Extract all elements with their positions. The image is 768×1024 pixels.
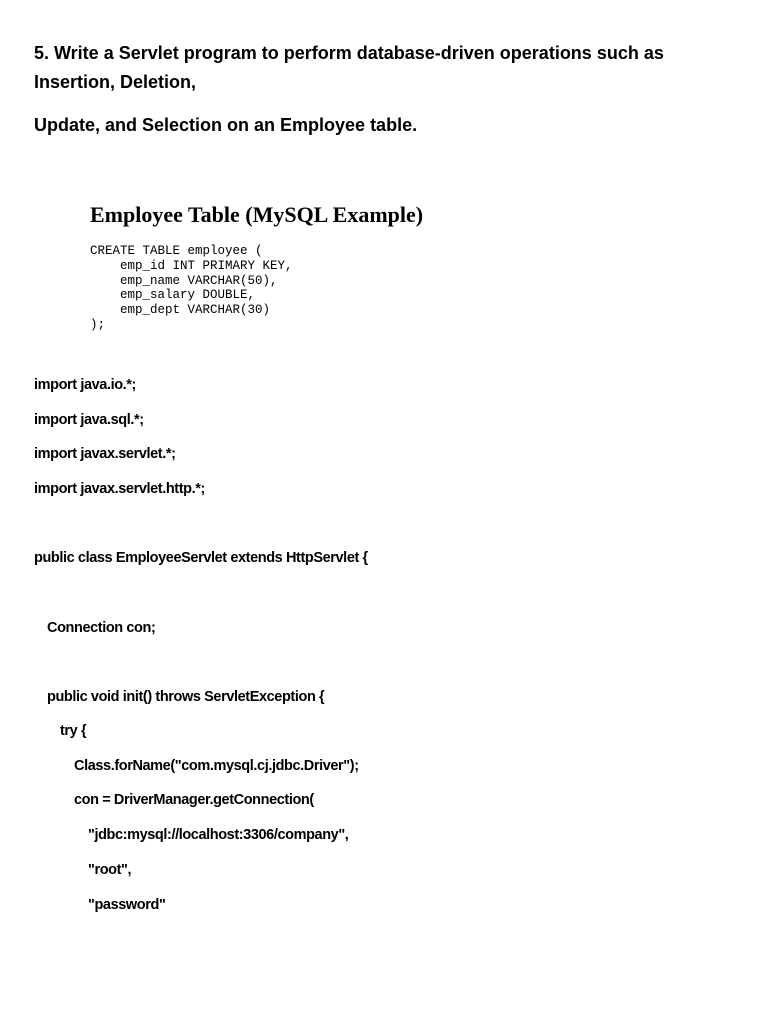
employee-table-title: Employee Table (MySQL Example) (90, 202, 424, 227)
code-line-import-servlet-http: import javax.servlet.http.*; (34, 481, 205, 497)
question-heading-line-2: Insertion, Deletion, (34, 72, 197, 92)
code-line-init-method: public void init() throws ServletException { (47, 689, 325, 705)
code-line-class-forname: Class.forName("com.mysql.cj.jdbc.Driver"); (74, 758, 359, 774)
code-line-try: try { (60, 723, 87, 739)
code-line-get-connection: con = DriverManager.getConnection( (74, 792, 314, 808)
code-line-db-password: "password" (88, 897, 166, 913)
code-line-import-sql: import java.sql.*; (34, 412, 144, 428)
question-heading-line-1: 5. Write a Servlet program to perform database-driven operations such as (34, 43, 664, 63)
code-line-db-user: "root", (88, 862, 132, 878)
code-line-jdbc-url: "jdbc:mysql://localhost:3306/company", (88, 827, 349, 843)
code-line-class-declaration: public class EmployeeServlet extends HttpServlet { (34, 550, 368, 566)
code-line-import-servlet: import javax.servlet.*; (34, 446, 176, 462)
question-heading-line-3: Update, and Selection on an Employee table. (34, 115, 418, 135)
code-line-connection-field: Connection con; (47, 620, 156, 636)
code-line-import-io: import java.io.*; (34, 377, 136, 393)
create-table-sql: CREATE TABLE employee ( emp_id INT PRIMARY KEY, emp_name VARCHAR(50), emp_salary DOUBLE, emp_dept VARCHAR(30) ); (90, 244, 293, 332)
